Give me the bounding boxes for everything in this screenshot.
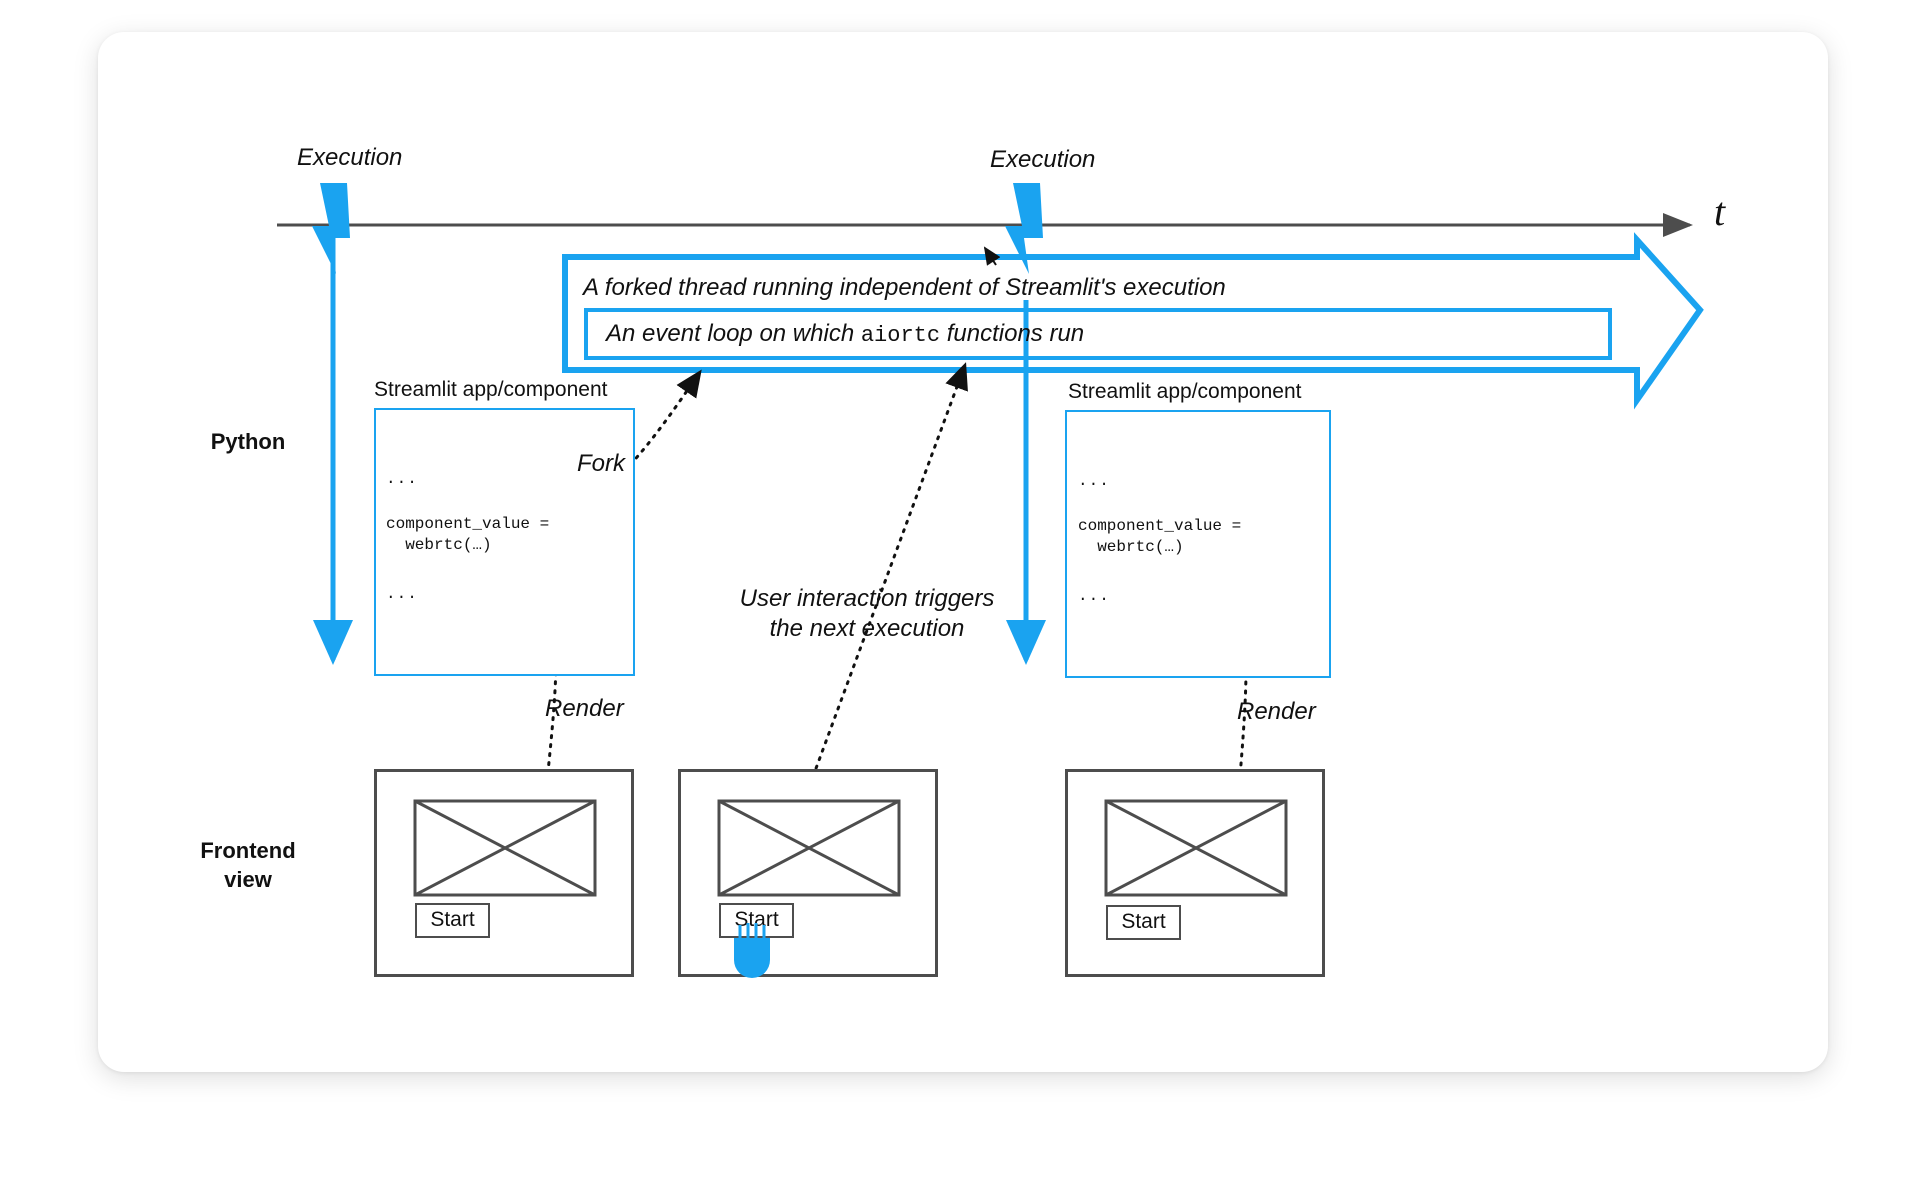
python-row-label: Python: [210, 429, 286, 454]
diagram-card: [98, 32, 1828, 1072]
time-axis-label: t: [1714, 189, 1726, 234]
python-panel-1-title: Streamlit app/component: [374, 378, 608, 401]
frontend-row-label-line1: Frontend: [200, 838, 296, 863]
python-panel-1-code-line2: webrtc(…): [386, 536, 492, 554]
user-interaction-note-line2: the next execution: [769, 615, 965, 642]
fork-label: Fork: [577, 450, 625, 477]
execution-label-2: Execution: [990, 146, 1096, 173]
python-panel-1-dots-top: ...: [386, 470, 418, 488]
python-panel-1-code-line1: component_value =: [386, 515, 550, 533]
start-button-3[interactable]: Start: [1106, 905, 1181, 940]
python-panel-1-dots-bottom: ...: [386, 585, 418, 603]
event-loop-text-prefix: An event loop on which: [606, 320, 861, 347]
python-panel-2-code-line2: webrtc(…): [1078, 538, 1184, 556]
frontend-view-1: [374, 769, 634, 977]
forked-thread-text: A forked thread running independent of Streamlit's execution: [583, 274, 1226, 301]
python-panel-2-dots-top: ...: [1078, 472, 1110, 490]
frontend-row-label-line2: view: [224, 867, 272, 892]
python-panel-2-dots-bottom: ...: [1078, 587, 1110, 605]
render-label-left: Render: [545, 695, 624, 722]
user-interaction-note-line1: User interaction triggers: [739, 585, 995, 612]
python-panel-2-code-line1: component_value =: [1078, 517, 1242, 535]
python-panel-2-title: Streamlit app/component: [1068, 380, 1302, 403]
render-label-right: Render: [1237, 698, 1316, 725]
frontend-view-2: [678, 769, 938, 977]
event-loop-text-mono: aiortc: [860, 323, 941, 348]
event-loop-text: [606, 320, 1084, 348]
start-button-2[interactable]: Start: [719, 903, 794, 938]
frontend-view-3: [1065, 769, 1325, 977]
start-button-1[interactable]: Start: [415, 903, 490, 938]
execution-label-1: Execution: [297, 144, 403, 171]
event-loop-text-suffix: functions run: [940, 320, 1085, 347]
